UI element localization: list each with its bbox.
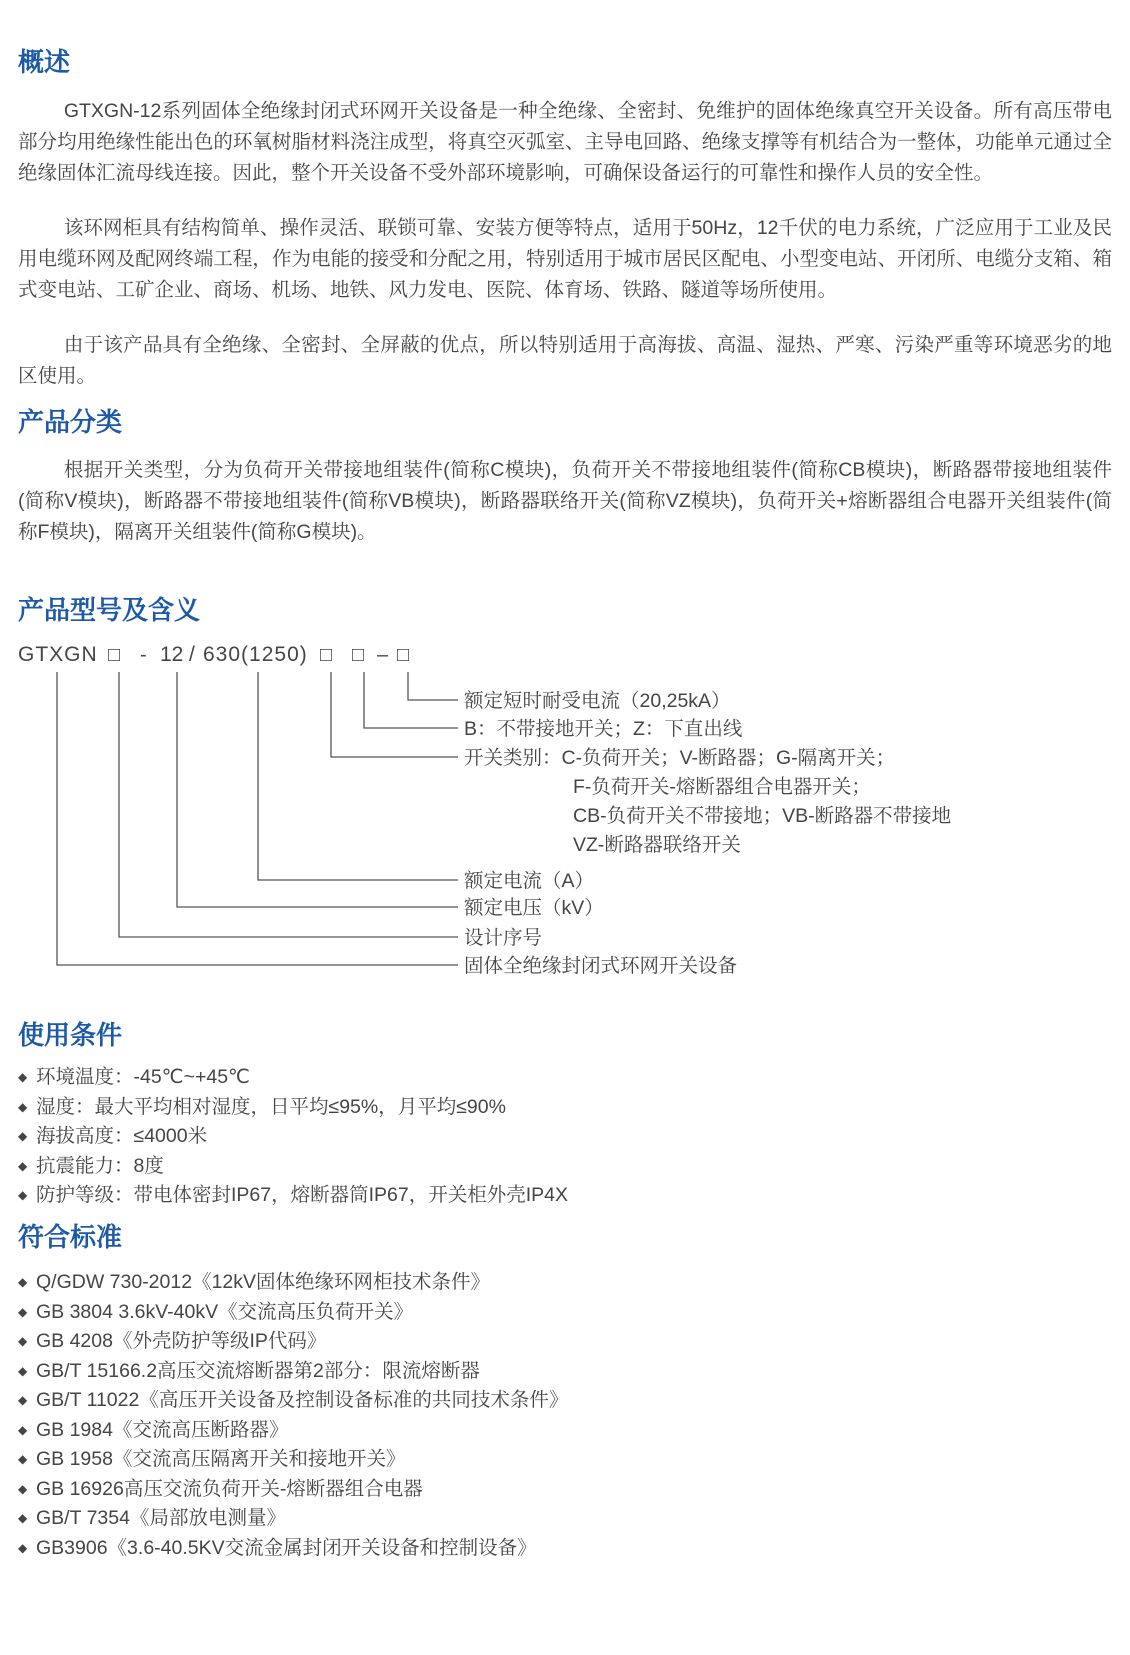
diamond-bullet-icon: ◆ xyxy=(18,1304,28,1319)
diamond-bullet-icon: ◆ xyxy=(18,1099,28,1114)
diamond-bullet-icon: ◆ xyxy=(18,1129,28,1143)
legend-product: 固体全绝缘封闭式环网开关设备 xyxy=(464,955,738,977)
code-current: 630(1250) xyxy=(203,643,308,666)
conditions-heading: 使用条件 xyxy=(18,1020,123,1050)
leader-voltage xyxy=(177,672,458,907)
list-item: ◆ 环境温度：-45℃~+45℃ xyxy=(18,1063,568,1093)
list-item: ◆ Q/GDW 730-2012《12kV固体绝缘环网柜技术条件》 xyxy=(18,1268,568,1298)
code-voltage: 12 xyxy=(160,643,184,666)
code-short-dash: – xyxy=(377,644,389,666)
diamond-bullet-icon: ◆ xyxy=(18,1422,28,1437)
legend-current: 额定电流（A） xyxy=(464,870,595,892)
legend-rating: 额定短时耐受电流（20,25kA） xyxy=(464,690,731,712)
diamond-bullet-icon: ◆ xyxy=(18,1393,28,1407)
diamond-bullet-icon: ◆ xyxy=(18,1452,28,1466)
legend-option: B：不带接地开关；Z：下直出线 xyxy=(464,718,743,740)
leader-lines xyxy=(57,672,458,965)
code-box-design: □ xyxy=(108,644,121,666)
list-item: ◆ 湿度：最大平均相对湿度，日平均≤95%，月平均≤90% xyxy=(18,1093,568,1123)
legend-type-3: CB-负荷开关不带接地；VB-断路器不带接地 xyxy=(573,805,952,827)
diamond-bullet-icon: ◆ xyxy=(18,1070,28,1084)
leader-design xyxy=(119,672,458,937)
leader-current xyxy=(258,672,458,880)
leader-type xyxy=(331,672,458,757)
code-prefix: GTXGN xyxy=(18,643,98,666)
diamond-bullet-icon: ◆ xyxy=(18,1511,28,1525)
list-item: ◆ GB/T 11022《高压开关设备及控制设备标准的共同技术条件》 xyxy=(18,1386,568,1416)
standards-heading: 符合标准 xyxy=(18,1222,123,1252)
code-box-option: □ xyxy=(352,644,365,666)
legend-voltage: 额定电压（kV） xyxy=(464,897,604,919)
diamond-bullet-icon: ◆ xyxy=(18,1158,28,1173)
code-slash: / xyxy=(189,643,195,666)
list-item: ◆ GB 1958《交流高压隔离开关和接地开关》 xyxy=(18,1445,568,1475)
legend-type-1: 开关类别：C-负荷开关；V-断路器；G-隔离开关； xyxy=(464,747,896,769)
list-item: ◆ GB 4208《外壳防护等级IP代码》 xyxy=(18,1327,568,1357)
legend-type-4: VZ-断路器联络开关 xyxy=(573,834,741,856)
list-item: ◆ GB3906《3.6-40.5KV交流金属封闭开关设备和控制设备》 xyxy=(18,1534,568,1564)
diamond-bullet-icon: ◆ xyxy=(18,1363,28,1378)
leader-rating xyxy=(408,672,458,700)
classification-heading: 产品分类 xyxy=(18,407,123,437)
code-dash: - xyxy=(140,644,147,666)
conditions-list xyxy=(18,1063,568,1211)
classification-paragraph: 根据开关类型，分为负荷开关带接地组装件(简称C模块)，负荷开关不带接地组装件(简称CB模块)，断路器带接地组装件(简称V模块)，断路器不带接地组装件(简称VB模块)，断路器联络开关(简称VZ模块)，负荷开关+熔断器组合电器开关组装件(简称F模块)，隔离开关组装件(简称G模块)。 xyxy=(18,459,1112,543)
list-item: ◆ GB 16926高压交流负荷开关-熔断器组合电器 xyxy=(18,1475,568,1505)
diamond-bullet-icon: ◆ xyxy=(18,1540,28,1555)
overview-paragraph-3: 由于该产品具有全绝缘、全密封、全屏蔽的优点，所以特别适用于高海拔、高温、湿热、严寒、污染严重等环境恶劣的地区使用。 xyxy=(18,334,1112,387)
model-heading: 产品型号及含义 xyxy=(18,595,201,625)
overview-heading: 概述 xyxy=(18,47,71,77)
standards-list xyxy=(18,1268,568,1563)
list-item: ◆ GB/T 7354《局部放电测量》 xyxy=(18,1504,568,1534)
legend-type-2: F-负荷开关-熔断器组合电器开关； xyxy=(573,776,871,798)
diamond-bullet-icon: ◆ xyxy=(18,1275,28,1289)
list-item: ◆ 防护等级：带电体密封IP67，熔断器筒IP67，开关柜外壳IP4X xyxy=(18,1181,568,1211)
code-box-rating: □ xyxy=(397,644,410,666)
list-item: ◆ GB/T 15166.2高压交流熔断器第2部分：限流熔断器 xyxy=(18,1357,568,1387)
list-item: ◆ GB 1984《交流高压断路器》 xyxy=(18,1416,568,1446)
model-legend xyxy=(464,690,951,977)
overview-paragraph-1: GTXGN-12系列固体全绝缘封闭式环网开关设备是一种全绝缘、全密封、免维护的固体绝缘真空开关设备。所有高压带电部分均用绝缘性能出色的环氧树脂材料浇注成型，将真空灭弧室、主导电回路、绝缘支撑等有机结合为一整体，功能单元通过全绝缘固体汇流母线连接。因此，整个开关设备不受外部环境影响，可确保设备运行的可靠性和操作人员的安全性。 xyxy=(18,100,1112,184)
list-item: ◆ GB 3804 3.6kV-40kV《交流高压负荷开关》 xyxy=(18,1298,568,1328)
diamond-bullet-icon: ◆ xyxy=(18,1188,28,1202)
diamond-bullet-icon: ◆ xyxy=(18,1481,28,1496)
diamond-bullet-icon: ◆ xyxy=(18,1334,28,1348)
overview-paragraph-2: 该环网柜具有结构简单、操作灵活、联锁可靠、安装方便等特点，适用于50Hz，12千伏的电力系统，广泛应用于工业及民用电缆环网及配网终端工程，作为电能的接受和分配之用，特别适用于城市居民区配电、小型变电站、开闭所、电缆分支箱、箱式变电站、工矿企业、商场、机场、地铁、风力发电、医院、体育场、铁路、隧道等场所使用。 xyxy=(18,217,1112,301)
code-box-type: □ xyxy=(320,644,333,666)
list-item: ◆ 海拔高度：≤4000米 xyxy=(18,1122,568,1152)
list-item: ◆ 抗震能力：8度 xyxy=(18,1152,568,1182)
legend-design: 设计序号 xyxy=(464,927,543,949)
